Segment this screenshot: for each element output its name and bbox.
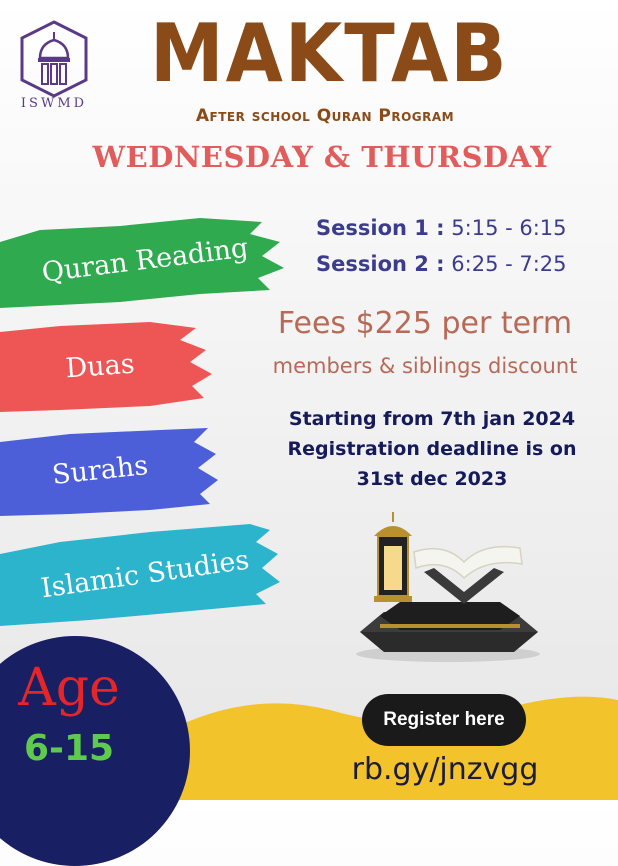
session-2 [316,252,606,276]
register-button[interactable]: Register here [362,694,526,746]
session-label: Session 2 : [316,252,445,276]
subject-label: Surahs [50,449,150,491]
lantern-icon [374,512,412,602]
session-time: 5:15 - 6:15 [451,216,567,240]
age-label: Age [18,658,120,718]
session-label: Session 1 : [316,216,445,240]
page-title: MAKTAB [150,7,509,101]
registration-link[interactable]: rb.gy/jnzvgg [351,752,539,787]
dates-block [258,404,606,494]
deadline-text: Registration deadline is on [287,438,577,460]
logo-text: ISWMD [20,96,88,111]
age-range: 6-15 [23,728,115,769]
discount-text: members & siblings discount [272,354,578,378]
subject-quran-reading [0,212,290,308]
session-1 [316,216,606,240]
page-subtitle: After school Quran Program [195,106,455,126]
fees-text: Fees $225 per term [277,306,573,341]
subject-label: Duas [64,348,136,384]
start-date: Starting from 7th jan 2024 [288,408,576,430]
subject-surahs [0,424,290,516]
deadline-date: 31st dec 2023 [356,468,508,490]
subject-label: Islamic Studies [39,544,251,604]
session-time: 6:25 - 7:25 [451,252,567,276]
subject-islamic-studies [0,522,290,626]
subject-label: Quran Reading [40,231,250,289]
schedule-days: WEDNESDAY & THURSDAY [92,140,552,174]
